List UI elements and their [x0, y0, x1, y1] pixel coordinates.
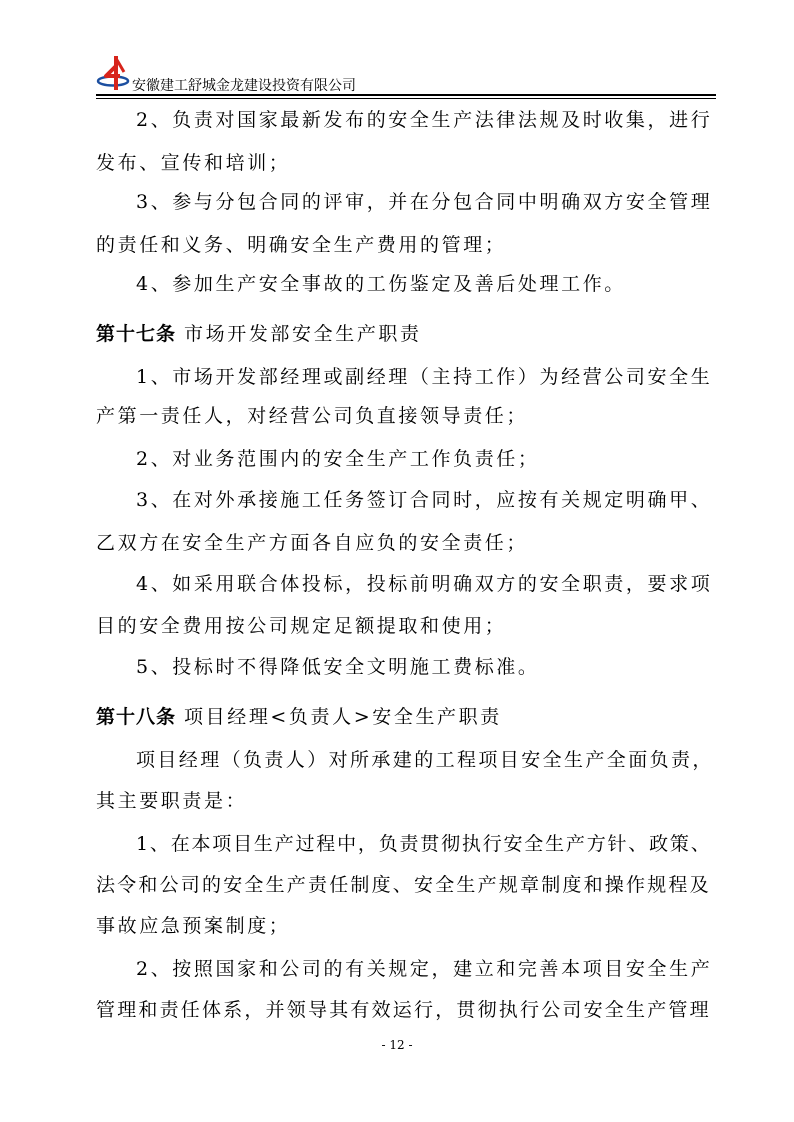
company-name: 安徽建工舒城金龙建设投资有限公司 [132, 78, 356, 94]
paragraph-line: 其主要职责是： [96, 790, 248, 812]
paragraph-line: 2、负责对国家最新发布的安全生产法律法规及时收集，进行 [136, 109, 713, 131]
paragraph-line: 3、参与分包合同的评审，并在分包合同中明确双方安全管理 [136, 191, 713, 213]
paragraph-line: 4、参加生产安全事故的工伤鉴定及善后处理工作。 [136, 273, 626, 295]
article-title: 市场开发部安全生产职责 [184, 323, 422, 345]
paragraph-line: 的责任和义务、明确安全生产费用的管理； [96, 234, 507, 256]
paragraph-line: 5、投标时不得降低安全文明施工费标准。 [136, 656, 540, 678]
paragraph-line: 管理和责任体系，并领导其有效运行，贯彻执行公司安全生产管理 [96, 999, 711, 1021]
paragraph-line: 项目经理（负责人）对所承建的工程项目安全生产全面负责， [136, 749, 714, 771]
paragraph-line: 法令和公司的安全生产责任制度、安全生产规章制度和操作规程及 [96, 874, 711, 896]
article-heading-18 [96, 705, 502, 729]
page-header [96, 54, 716, 98]
article-number: 第十七条 [96, 323, 177, 345]
paragraph-line: 3、在对外承接施工任务签订合同时，应按有关规定明确甲、 [136, 489, 713, 511]
article-heading-17 [96, 322, 422, 346]
header-rule-thin [96, 98, 716, 99]
paragraph-line: 产第一责任人，对经营公司负直接领导责任； [96, 405, 529, 427]
paragraph-line: 1、市场开发部经理或副经理（主持工作）为经营公司安全生 [136, 366, 713, 388]
company-logo-icon [96, 54, 136, 94]
paragraph-line: 乙双方在安全生产方面各自应负的安全责任； [96, 532, 529, 554]
page-number: - 12 - [381, 1038, 413, 1052]
paragraph-line: 4、如采用联合体投标，投标前明确双方的安全职责，要求项 [136, 573, 713, 595]
paragraph-line: 2、对业务范围内的安全生产工作负责任； [136, 448, 540, 470]
paragraph-line: 2、按照国家和公司的有关规定，建立和完善本项目安全生产 [136, 958, 713, 980]
article-number: 第十八条 [96, 706, 177, 728]
paragraph-line: 目的安全费用按公司规定足额提取和使用； [96, 615, 507, 637]
paragraph-line: 事故应急预案制度； [96, 915, 291, 937]
paragraph-line: 发布、宣传和培训； [96, 152, 291, 174]
article-title: 项目经理<负责人>安全生产职责 [184, 706, 502, 728]
header-rule-thick [96, 94, 716, 96]
paragraph-line: 1、在本项目生产过程中，负责贯彻执行安全生产方针、政策、 [136, 833, 712, 855]
